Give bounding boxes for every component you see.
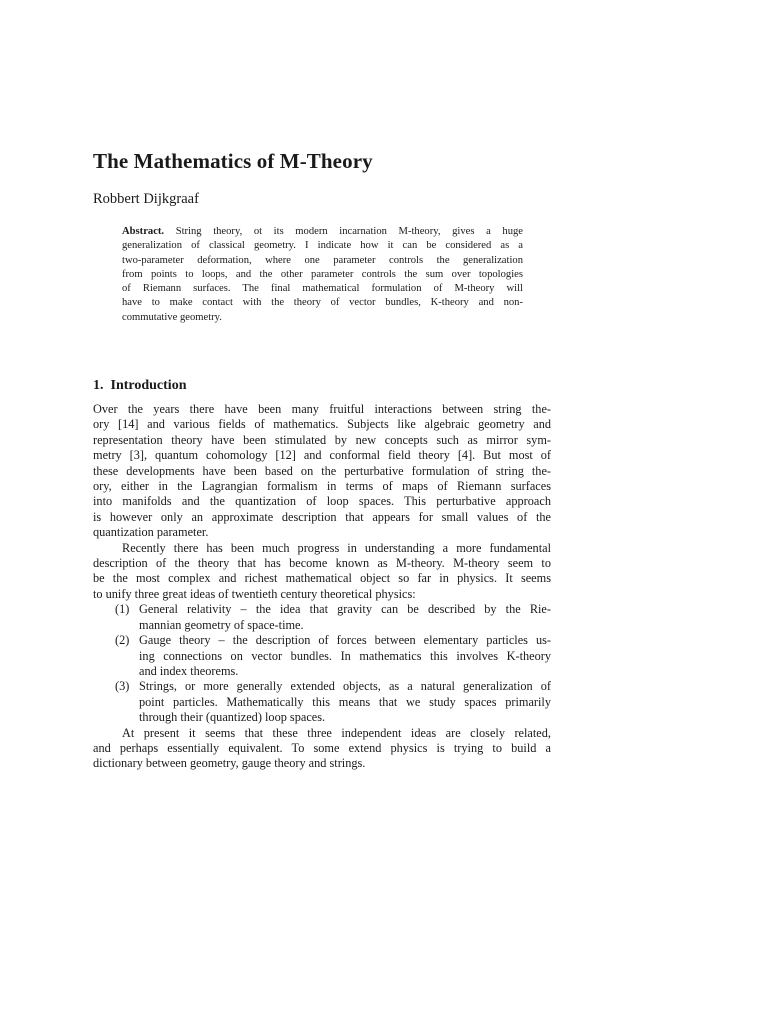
enumerated-list [93,602,551,725]
body-line: Over the years there have been many fruitful interactions between string the- [93,402,551,416]
abstract-line-text: String theory, ot its modern incarnation M-theory, gives a huge [175,226,523,237]
abstract-label: Abstract. [122,226,165,237]
section-title: Introduction [110,378,187,393]
list-item [93,679,551,725]
list-item-number: (1) [115,602,130,617]
body-line: representation theory have been stimulated by new concepts such as mirror sym- [93,432,551,447]
body-line: description of the theory that has become known as M-theory. M-theory seem to [93,556,551,571]
list-item-number: (3) [115,679,130,694]
list-item-line: through their (quantized) loop spaces. [139,710,326,725]
section-number: 1. [93,378,104,393]
paragraph-1 [93,402,551,541]
list-item-line: General relativity – the idea that gravity can be described by the Rie- [139,602,551,617]
list-item-number: (2) [115,633,130,648]
body-line: to unify three great ideas of twentieth century theoretical physics: [93,586,416,601]
abstract-line: from points to loops, and the other parameter controls the sum over topologies [122,268,523,280]
list-item [93,602,551,633]
abstract-line: of Riemann surfaces. The final mathematical formulation of M-theory will [122,283,523,295]
body-line: Recently there has been much progress in understanding a more fundamental [122,540,551,555]
abstract-line: two-parameter deformation, where one parameter controls the generalization [122,254,523,266]
list-item-line: ing connections on vector bundles. In mathematics this involves K-theory [139,648,551,663]
abstract-line [122,225,523,239]
body-line: into manifolds and the quantization of loop spaces. This perturbative approach [93,494,551,509]
list-item-line: Gauge theory – the description of forces between elementary particles us- [139,633,551,648]
abstract [122,225,523,325]
abstract-line: commutative geometry. [122,311,222,323]
list-item-line: and index theorems. [139,663,239,678]
body-line: and perhaps essentially equivalent. To some extend physics is trying to build a [93,740,551,755]
body-line: ory, either in the Lagrangian formalism in terms of maps of Riemann surfaces [93,479,551,494]
body-line: quantization parameter. [93,525,209,540]
body-line: these developments have been based on the perturbative formulation of string the- [93,463,551,478]
section-body [93,402,551,772]
body-line: At present it seems that these three independent ideas are closely related, [122,725,551,740]
section-heading [93,378,186,394]
abstract-line: generalization of classical geometry. I indicate how it can be considered as a [122,240,523,252]
body-line: dictionary between geometry, gauge theory and strings. [93,756,366,771]
paper-author: Robbert Dijkgraaf [93,191,199,207]
list-item [93,633,551,679]
list-item-line: Strings, or more generally extended objects, as a natural generalization of [139,679,551,694]
body-line: ory [14] and various fields of mathematics. Subjects like algebraic geometry and [93,417,551,432]
paragraph-3 [93,726,551,772]
body-line: metry [3], quantum cohomology [12] and conformal field theory [4]. But most of [93,448,551,463]
paper-title: The Mathematics of M-Theory [93,149,373,173]
list-item-line: point particles. Mathematically this means that we study spaces primarily [139,694,551,709]
body-line: be the most complex and richest mathematical object so far in physics. It seems [93,571,551,586]
paragraph-2 [93,541,551,603]
list-item-line: mannian geometry of space-time. [139,617,304,632]
abstract-line: have to make contact with the theory of vector bundles, K-theory and non- [122,297,523,309]
body-line: is however only an approximate description that appears for small values of the [93,509,551,524]
